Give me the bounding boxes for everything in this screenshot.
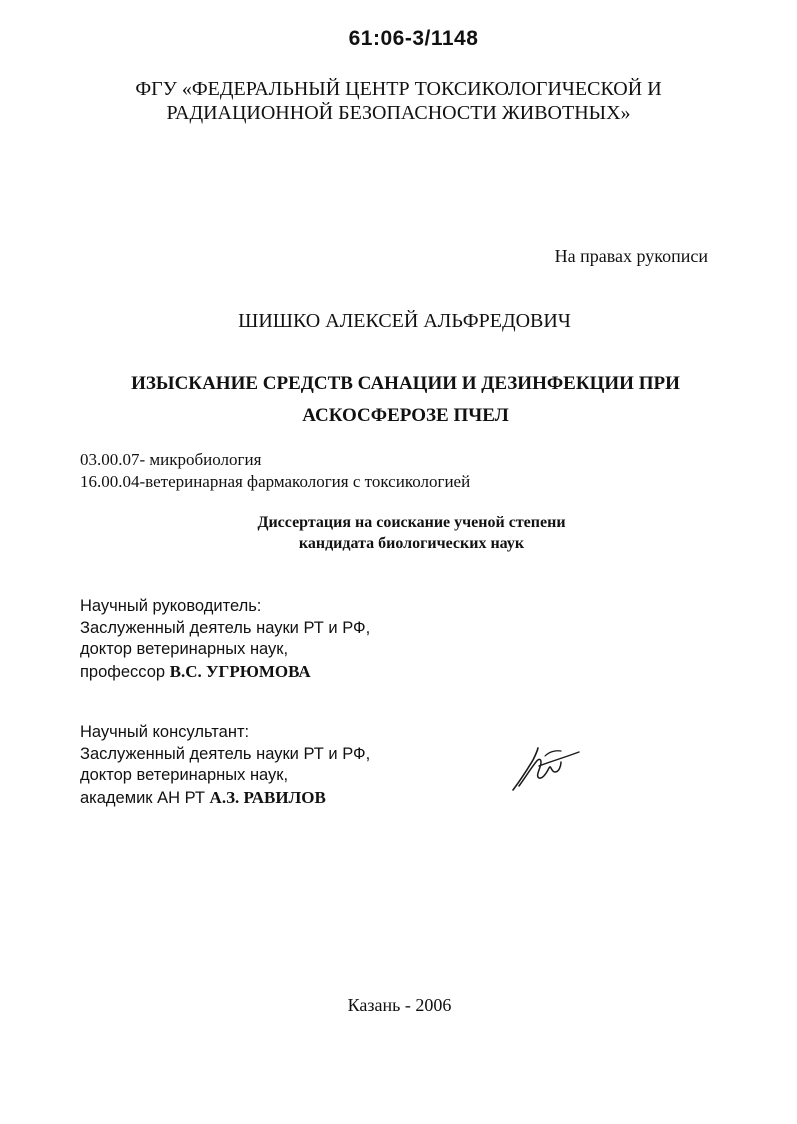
organization-line-1: ФГУ «ФЕДЕРАЛЬНЫЙ ЦЕНТР ТОКСИКОЛОГИЧЕСКОЙ И xyxy=(135,78,662,100)
supervisor-name: В.С. УГРЮМОВА xyxy=(169,661,311,681)
consultant-title-2: доктор ветеринарных наук, xyxy=(80,766,289,784)
author-name: ШИШКО АЛЕКСЕЙ АЛЬФРЕДОВИЧ xyxy=(238,310,571,332)
consultant-block xyxy=(80,722,370,809)
supervisor-line xyxy=(80,661,370,684)
manuscript-note: На правах рукописи xyxy=(554,246,708,266)
consultant-role: Научный консультант: xyxy=(80,723,250,741)
supervisor-title-2: доктор ветеринарных наук, xyxy=(80,640,289,658)
degree-line-2: кандидата биологических наук xyxy=(298,535,525,552)
supervisor-title-1: Заслуженный деятель науки РТ и РФ, xyxy=(80,618,371,637)
consultant-title-1: Заслуженный деятель науки РТ и РФ, xyxy=(80,744,371,763)
specialties xyxy=(80,449,470,493)
place-and-year: Казань - 2006 xyxy=(347,995,452,1015)
title-line-1: ИЗЫСКАНИЕ СРЕДСТВ САНАЦИИ И ДЕЗИНФЕКЦИИ ПРИ xyxy=(131,373,680,394)
degree-statement xyxy=(0,512,797,554)
consultant-line xyxy=(80,787,370,810)
degree-line-1: Диссертация на соискание ученой степени xyxy=(257,514,566,531)
specialty-item: 03.00.07- микробиология xyxy=(80,450,262,469)
specialty-item: 16.00.04-ветеринарная фармакология с токсикологией xyxy=(80,472,471,491)
organization-header xyxy=(0,77,797,125)
title-line-2: АСКОСФЕРОЗЕ ПЧЕЛ xyxy=(302,405,509,426)
supervisor-block xyxy=(80,596,370,683)
supervisor-role: Научный руководитель: xyxy=(80,597,262,615)
consultant-name: А.З. РАВИЛОВ xyxy=(209,787,326,807)
consultant-position: академик АН РТ xyxy=(80,788,205,807)
organization-line-2: РАДИАЦИОННОЙ БЕЗОПАСНОСТИ ЖИВОТНЫХ» xyxy=(166,102,631,124)
dissertation-title xyxy=(0,368,797,432)
document-code: 61:06-3/1148 xyxy=(348,27,479,50)
supervisor-position: профессор xyxy=(80,662,166,681)
handwritten-signature xyxy=(505,742,585,794)
